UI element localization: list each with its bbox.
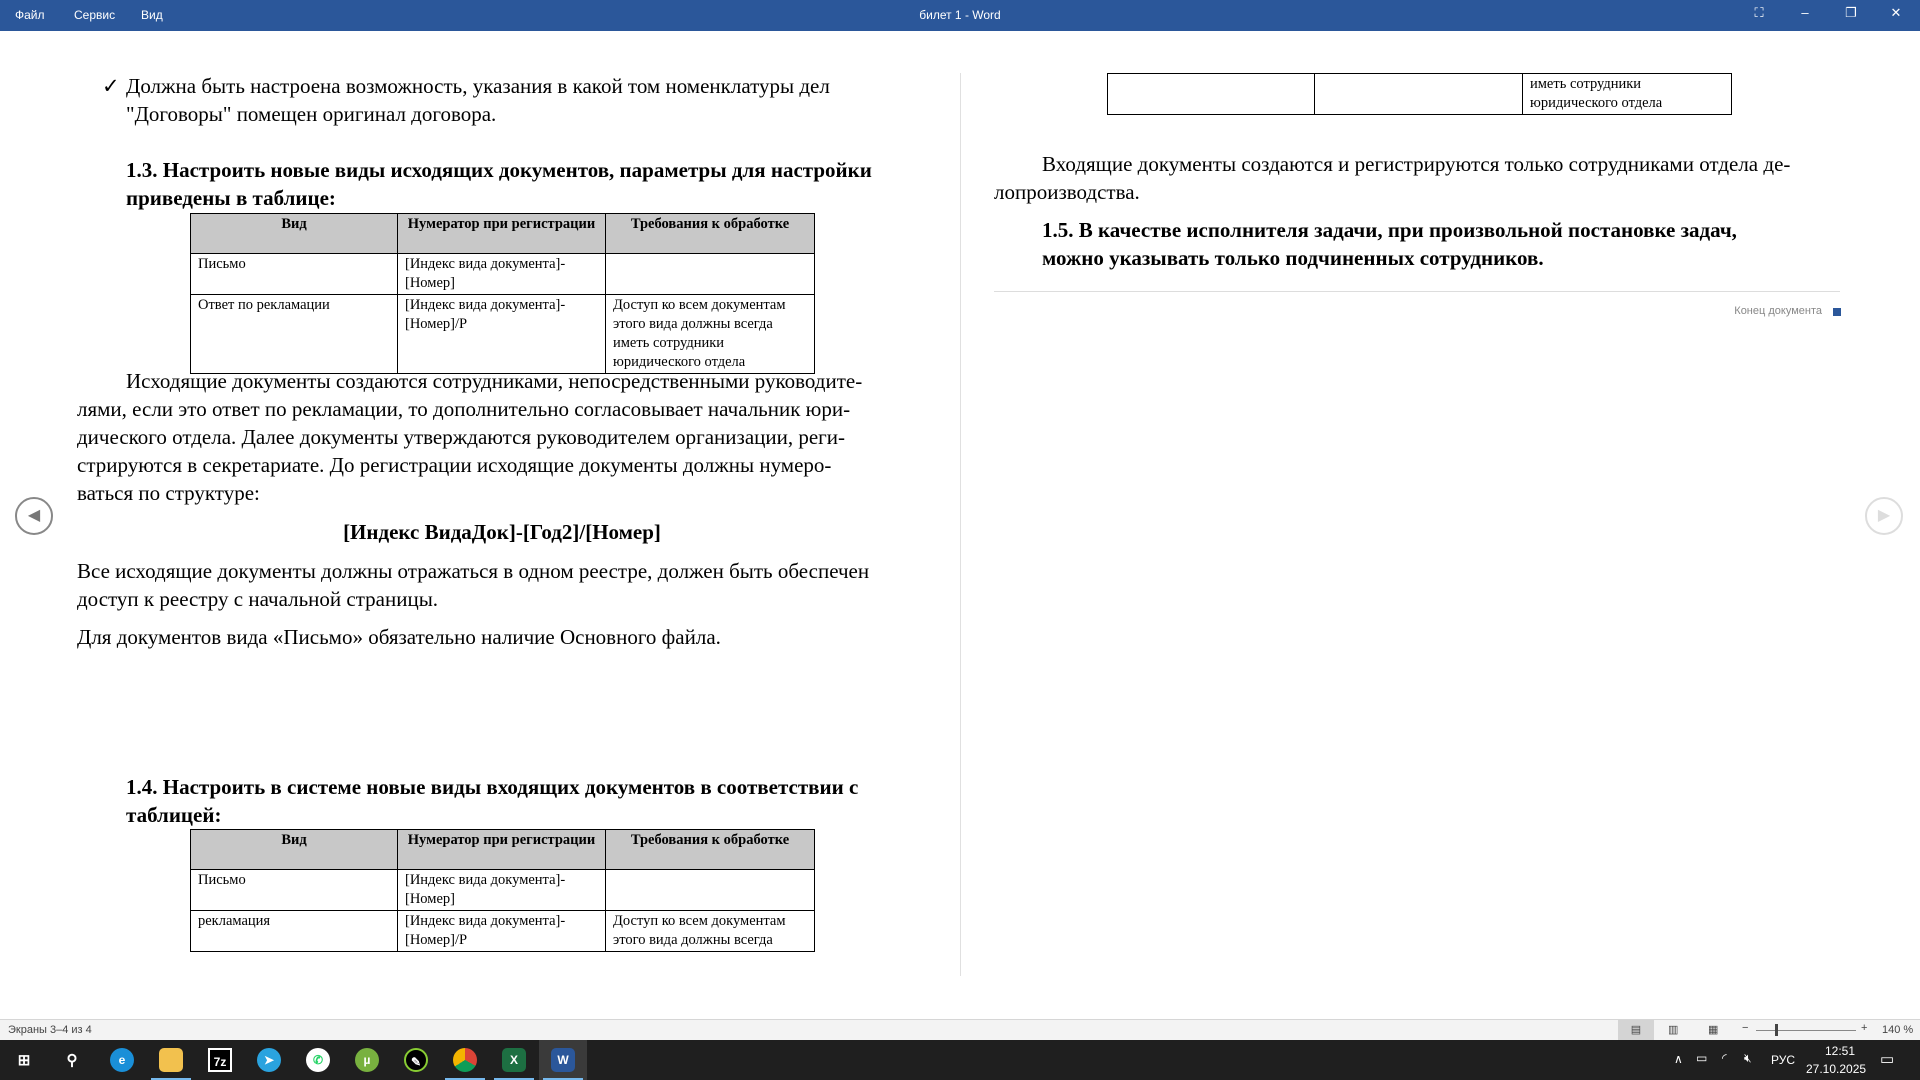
- paragraph-registry: [77, 557, 869, 613]
- line: Все исходящие документы должны отражаться в одном реестре, должен быть обеспечен: [77, 559, 870, 583]
- zoom-in-button[interactable]: +: [1861, 1022, 1868, 1034]
- search-icon[interactable]: ⚲: [66, 1052, 78, 1069]
- heading-1-4: [126, 773, 858, 829]
- header-cell: Требования к обработке: [606, 214, 815, 254]
- status-bar: [0, 1019, 1920, 1040]
- line: Входящие документы создаются и регистрируются только сотрудниками отдела де-: [1042, 152, 1791, 176]
- menu-file[interactable]: Файл: [15, 8, 45, 22]
- check-bullet-icon: ✓: [102, 74, 120, 98]
- end-marker-icon: [1833, 308, 1841, 316]
- whatsapp-icon[interactable]: ✆: [294, 1040, 342, 1080]
- line: приведены в таблице:: [126, 186, 336, 210]
- line: Исходящие документы создаются сотрудниками, непосредственными руководите-: [126, 369, 863, 393]
- 7zip-icon[interactable]: 7z: [196, 1040, 244, 1080]
- read-mode-icon[interactable]: ▤: [1618, 1020, 1654, 1040]
- volume-muted-icon[interactable]: 🔇︎: [1744, 1051, 1752, 1065]
- line: доступ к реестру с начальной страницы.: [77, 587, 439, 611]
- line: 1.5. В качестве исполнителя задачи, при произвольной постановке задач,: [1042, 218, 1737, 242]
- line: Должна быть настроена возможность, указания в какой том номенклатуры дел: [126, 74, 830, 98]
- cell: рекламация: [191, 911, 398, 952]
- menu-service[interactable]: Сервис: [74, 8, 116, 22]
- app-icon[interactable]: ✎: [392, 1040, 440, 1080]
- cell: [Индекс вида документа]-[Номер]/Р: [398, 911, 606, 952]
- line: можно указывать только подчиненных сотрудников.: [1042, 246, 1544, 270]
- end-of-document-label: Конец документа: [1734, 305, 1822, 317]
- menu-view[interactable]: Вид: [141, 8, 163, 22]
- close-button[interactable]: ✕: [1890, 5, 1902, 20]
- cell: [Индекс вида документа]-[Номер]: [398, 254, 606, 295]
- word-icon[interactable]: W: [539, 1040, 587, 1080]
- edge-icon[interactable]: e: [98, 1040, 146, 1080]
- table-row: [191, 295, 815, 374]
- header-cell: Нумератор при регистрации: [398, 830, 606, 870]
- line: 1.3. Настроить новые виды исходящих документов, параметры для настройки: [126, 158, 872, 182]
- taskbar: [0, 1040, 1920, 1080]
- cell: [606, 254, 815, 295]
- heading-1-3: [126, 156, 872, 212]
- header-cell: Вид: [191, 830, 398, 870]
- cell: Доступ ко всем документам этого вида должны всегда: [606, 911, 815, 952]
- page-divider: [960, 73, 961, 976]
- line: 1.4. Настроить в системе новые виды входящих документов в соответствии с: [126, 775, 859, 799]
- chrome-icon[interactable]: [441, 1040, 489, 1080]
- wifi-icon[interactable]: ◜: [1722, 1051, 1727, 1065]
- line: таблицей:: [126, 803, 222, 827]
- utorrent-icon[interactable]: µ: [343, 1040, 391, 1080]
- line: лопроизводства.: [994, 180, 1140, 204]
- print-layout-icon[interactable]: ▥: [1668, 1024, 1679, 1036]
- title-bar: [0, 0, 1920, 31]
- table-row: [191, 870, 815, 911]
- incoming-types-table: [190, 829, 815, 952]
- cell: Письмо: [191, 254, 398, 295]
- bullet-text: [126, 72, 830, 128]
- cell: иметь сотрудники юридического отдела: [1523, 74, 1732, 115]
- file-explorer-icon[interactable]: [147, 1040, 195, 1080]
- outgoing-types-table: [190, 213, 815, 374]
- line: дического отдела. Далее документы утверждаются руководителем организации, реги-: [77, 425, 846, 449]
- cell: [1108, 74, 1315, 115]
- telegram-icon[interactable]: ➤: [245, 1040, 293, 1080]
- previous-screen-button[interactable]: ◀: [15, 497, 53, 535]
- line: стрируются в секретариате. До регистрации исходящие документы должны нумеро-: [77, 453, 832, 477]
- windows-start-icon[interactable]: ⊞: [17, 1052, 31, 1069]
- cell: Ответ по рекламации: [191, 295, 398, 374]
- notifications-icon[interactable]: ▭: [1880, 1051, 1895, 1068]
- clock-date[interactable]: 27.10.2025: [1806, 1062, 1867, 1076]
- next-screen-button[interactable]: ▶: [1865, 497, 1903, 535]
- focus-mode-icon[interactable]: ⛶: [1754, 5, 1764, 20]
- line: лями, если это ответ по рекламации, то дополнительно согласовывает начальник юри-: [77, 397, 851, 421]
- zoom-level[interactable]: 140 %: [1882, 1024, 1914, 1036]
- cell: [Индекс вида документа]-[Номер]/Р: [398, 295, 606, 374]
- numbering-format: [Индекс ВидаДок]-[Год2]/[Номер]: [343, 520, 661, 544]
- cell: Письмо: [191, 870, 398, 911]
- cell: [606, 870, 815, 911]
- web-layout-icon[interactable]: ▦: [1708, 1024, 1719, 1036]
- line: "Договоры" помещен оригинал договора.: [126, 102, 497, 126]
- minimize-button[interactable]: –: [1801, 5, 1809, 20]
- zoom-out-button[interactable]: −: [1742, 1022, 1749, 1034]
- cell: [Индекс вида документа]-[Номер]: [398, 870, 606, 911]
- excel-icon[interactable]: X: [490, 1040, 538, 1080]
- cell: Доступ ко всем документам этого вида должны всегда иметь сотрудники юридического отдела: [606, 295, 815, 374]
- line: ваться по структуре:: [77, 481, 260, 505]
- heading-1-5: [1042, 216, 1737, 272]
- paragraph-letter: Для документов вида «Письмо» обязательно наличие Основного файла.: [77, 625, 721, 649]
- zoom-slider-thumb[interactable]: [1775, 1024, 1778, 1036]
- restore-button[interactable]: ❐: [1845, 5, 1857, 20]
- end-separator: [994, 291, 1840, 292]
- language-indicator[interactable]: РУС: [1771, 1053, 1796, 1067]
- paragraph-outgoing: [77, 367, 927, 507]
- cell: [1315, 74, 1523, 115]
- table-continuation: [1107, 73, 1732, 115]
- table-row: [191, 254, 815, 295]
- table-row: [191, 911, 815, 952]
- screen-counter: Экраны 3–4 из 4: [8, 1024, 92, 1036]
- table-row: [1108, 74, 1732, 115]
- zoom-slider[interactable]: [1756, 1030, 1856, 1031]
- battery-icon[interactable]: ▭: [1696, 1051, 1708, 1065]
- header-cell: Нумератор при регистрации: [398, 214, 606, 254]
- show-hidden-icons[interactable]: ∧: [1674, 1052, 1683, 1066]
- window-title: билет 1 - Word: [919, 8, 1001, 22]
- header-cell: Требования к обработке: [606, 830, 815, 870]
- clock-time[interactable]: 12:51: [1824, 1044, 1856, 1058]
- header-cell: Вид: [191, 214, 398, 254]
- paragraph-incoming: [994, 150, 1844, 206]
